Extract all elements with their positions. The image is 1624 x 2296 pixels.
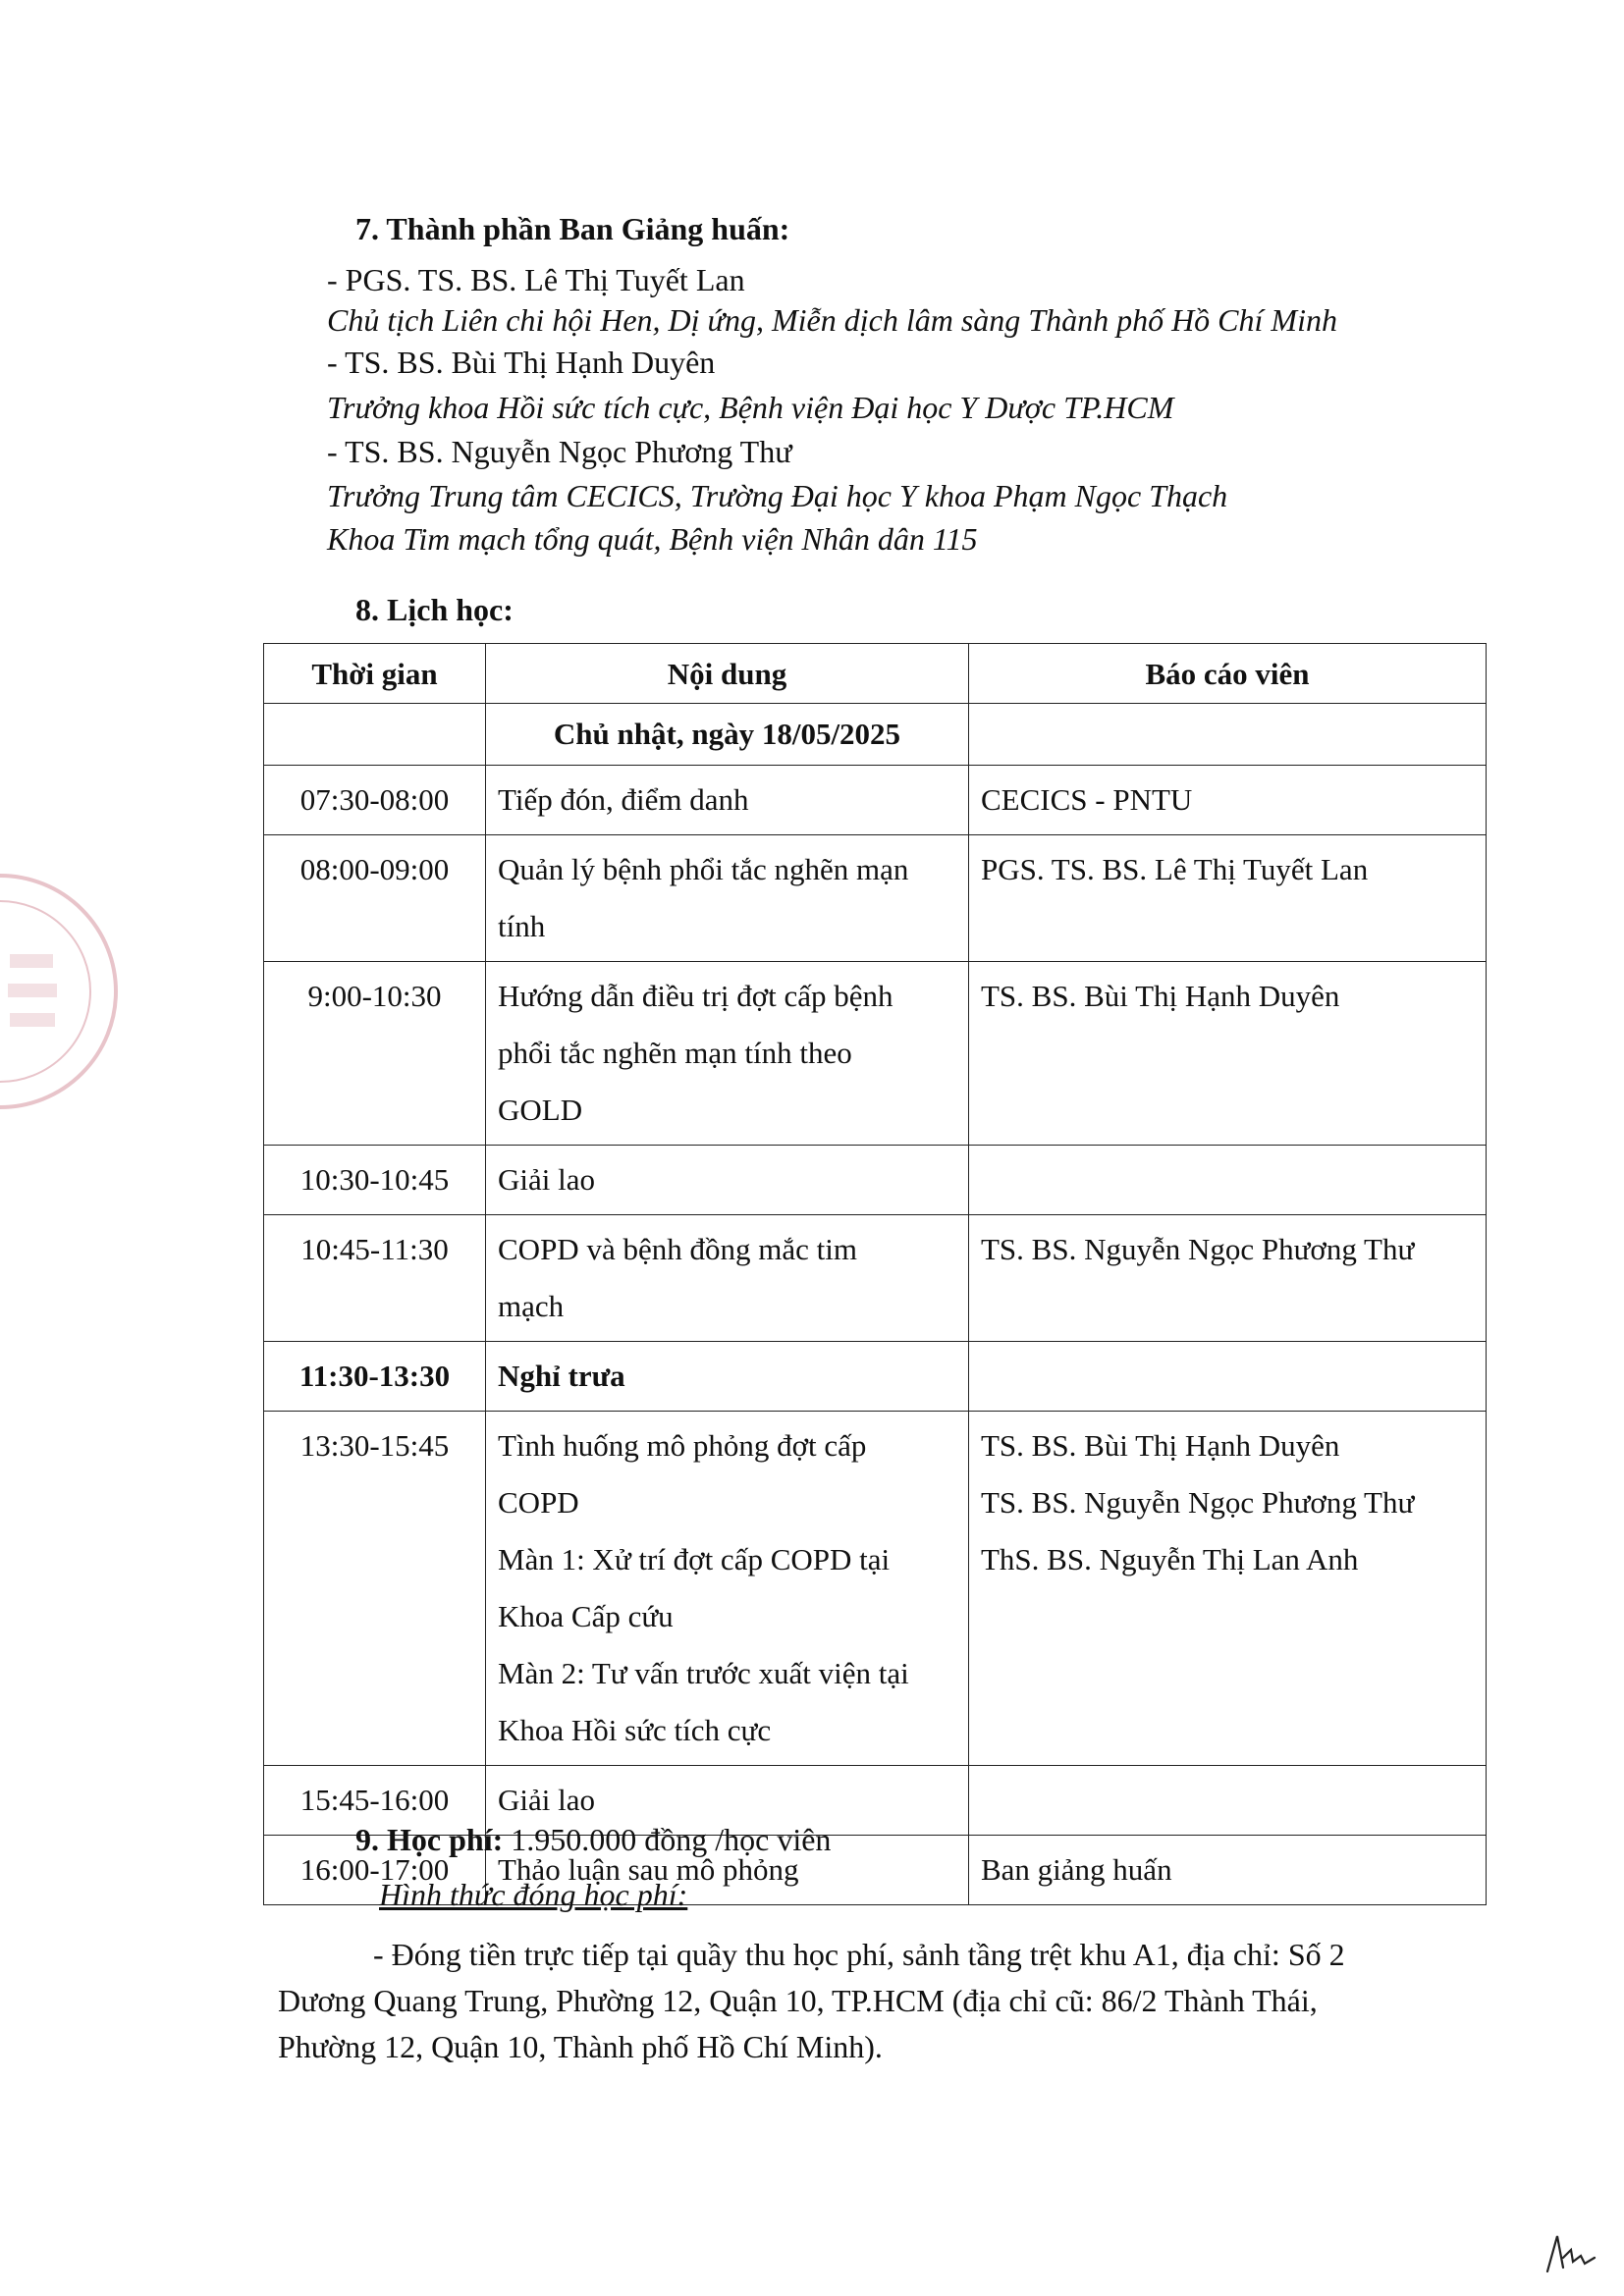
table-row (264, 1342, 1487, 1412)
row-content (486, 835, 969, 962)
row-time: 13:30-15:45 (264, 1412, 486, 1766)
table-row (264, 962, 1487, 1146)
speaker-line: TS. BS. Bùi Thị Hạnh Duyên (981, 979, 1340, 1013)
schedule-table (263, 643, 1487, 1905)
content-line: COPD (498, 1485, 579, 1520)
row-time: 10:30-10:45 (264, 1146, 486, 1215)
member-3-role-1: Trưởng Trung tâm CECICS, Trường Đại học Y khoa Phạm Ngọc Thạch (327, 478, 1228, 513)
section9-fee-line (355, 1820, 831, 1859)
payment-line-3: Phường 12, Quận 10, Thành phố Hồ Chí Minh). (278, 2029, 883, 2064)
row-speakers (969, 1342, 1487, 1412)
row-time: 07:30-08:00 (264, 766, 486, 835)
row-time: 9:00-10:30 (264, 962, 486, 1146)
content-line: phổi tắc nghẽn mạn tính theo (498, 1036, 852, 1070)
table-day-row (264, 704, 1487, 766)
member-1-name: - PGS. TS. BS. Lê Thị Tuyết Lan (327, 262, 745, 297)
member-1-role: Chủ tịch Liên chi hội Hen, Dị ứng, Miễn dịch lâm sàng Thành phố Hồ Chí Minh (327, 302, 1337, 338)
payment-line-1: - Đóng tiền trực tiếp tại quầy thu học phí, sảnh tầng trệt khu A1, địa chỉ: Số 2 (373, 1937, 1345, 1972)
row-time: 08:00-09:00 (264, 835, 486, 962)
content-line: Quản lý bệnh phổi tắc nghẽn mạn (498, 852, 909, 886)
payment-heading: Hình thức đóng học phí: (379, 1877, 688, 1912)
content-line: Nghỉ trưa (498, 1359, 625, 1393)
member-2-name: - TS. BS. Bùi Thị Hạnh Duyên (327, 345, 716, 380)
row-speakers (969, 1766, 1487, 1836)
table-row (264, 1146, 1487, 1215)
row-speakers (969, 1836, 1487, 1905)
row-time: 10:45-11:30 (264, 1215, 486, 1342)
section7-heading: 7. Thành phần Ban Giảng huấn: (355, 211, 790, 246)
header-time: Thời gian (264, 644, 486, 704)
speaker-line: TS. BS. Bùi Thị Hạnh Duyên (981, 1428, 1340, 1463)
content-line: Màn 2: Tư vấn trước xuất viện tại (498, 1656, 909, 1690)
row-content (486, 962, 969, 1146)
row-content (486, 1412, 969, 1766)
row-content (486, 1215, 969, 1342)
row-speakers (969, 962, 1487, 1146)
content-line: tính (498, 909, 546, 943)
fee-amount: 1.950.000 đồng /học viên (503, 1822, 832, 1857)
section9-heading: 9. Học phí: (355, 1822, 504, 1857)
content-line: mạch (498, 1289, 565, 1323)
speaker-line: Ban giảng huấn (981, 1852, 1172, 1887)
speaker-line: ThS. BS. Nguyễn Thị Lan Anh (981, 1542, 1359, 1576)
official-stamp-fragment (0, 864, 128, 1119)
schedule-body (264, 766, 1487, 1905)
row-content (486, 766, 969, 835)
speaker-line: PGS. TS. BS. Lê Thị Tuyết Lan (981, 852, 1369, 886)
table-row (264, 1412, 1487, 1766)
content-line: Thảo luận sau mô phỏng (498, 1852, 799, 1887)
member-3-name: - TS. BS. Nguyễn Ngọc Phương Thư (327, 434, 792, 469)
content-line: Hướng dẫn điều trị đợt cấp bệnh (498, 979, 893, 1013)
content-line: Khoa Cấp cứu (498, 1599, 674, 1633)
row-content (486, 1146, 969, 1215)
day-empty-cell (969, 704, 1487, 766)
content-line: Giải lao (498, 1783, 595, 1817)
row-speakers (969, 1146, 1487, 1215)
content-line: GOLD (498, 1093, 583, 1127)
content-line: Màn 1: Xử trí đợt cấp COPD tại (498, 1542, 891, 1576)
row-speakers (969, 1412, 1487, 1766)
speaker-line: TS. BS. Nguyễn Ngọc Phương Thư (981, 1232, 1415, 1266)
table-row (264, 766, 1487, 835)
speaker-line: TS. BS. Nguyễn Ngọc Phương Thư (981, 1485, 1415, 1520)
row-content (486, 1342, 969, 1412)
header-content: Nội dung (486, 644, 969, 704)
day-empty-cell (264, 704, 486, 766)
content-line: COPD và bệnh đồng mắc tim (498, 1232, 857, 1266)
table-header-row (264, 644, 1487, 704)
content-line: Giải lao (498, 1162, 595, 1197)
row-speakers (969, 835, 1487, 962)
header-speaker: Báo cáo viên (969, 644, 1487, 704)
row-time: 16:00-17:00 (264, 1836, 486, 1905)
speaker-line: CECICS - PNTU (981, 782, 1193, 817)
payment-line-2: Dương Quang Trung, Phường 12, Quận 10, TP.HCM (địa chỉ cũ: 86/2 Thành Thái, (278, 1983, 1318, 2018)
section8-heading: 8. Lịch học: (355, 592, 514, 627)
day-label: Chủ nhật, ngày 18/05/2025 (486, 704, 969, 766)
table-row (264, 1215, 1487, 1342)
content-line: Khoa Hồi sức tích cực (498, 1713, 772, 1747)
content-line: Tiếp đón, điểm danh (498, 782, 749, 817)
row-speakers (969, 766, 1487, 835)
handwritten-initials (1542, 2228, 1600, 2277)
row-speakers (969, 1215, 1487, 1342)
row-time: 15:45-16:00 (264, 1766, 486, 1836)
content-line: Tình huống mô phỏng đợt cấp (498, 1428, 867, 1463)
member-2-role: Trưởng khoa Hồi sức tích cực, Bệnh viện Đại học Y Dược TP.HCM (327, 390, 1174, 425)
table-row (264, 835, 1487, 962)
member-3-role-2: Khoa Tim mạch tổng quát, Bệnh viện Nhân dân 115 (327, 521, 978, 557)
row-time: 11:30-13:30 (264, 1342, 486, 1412)
